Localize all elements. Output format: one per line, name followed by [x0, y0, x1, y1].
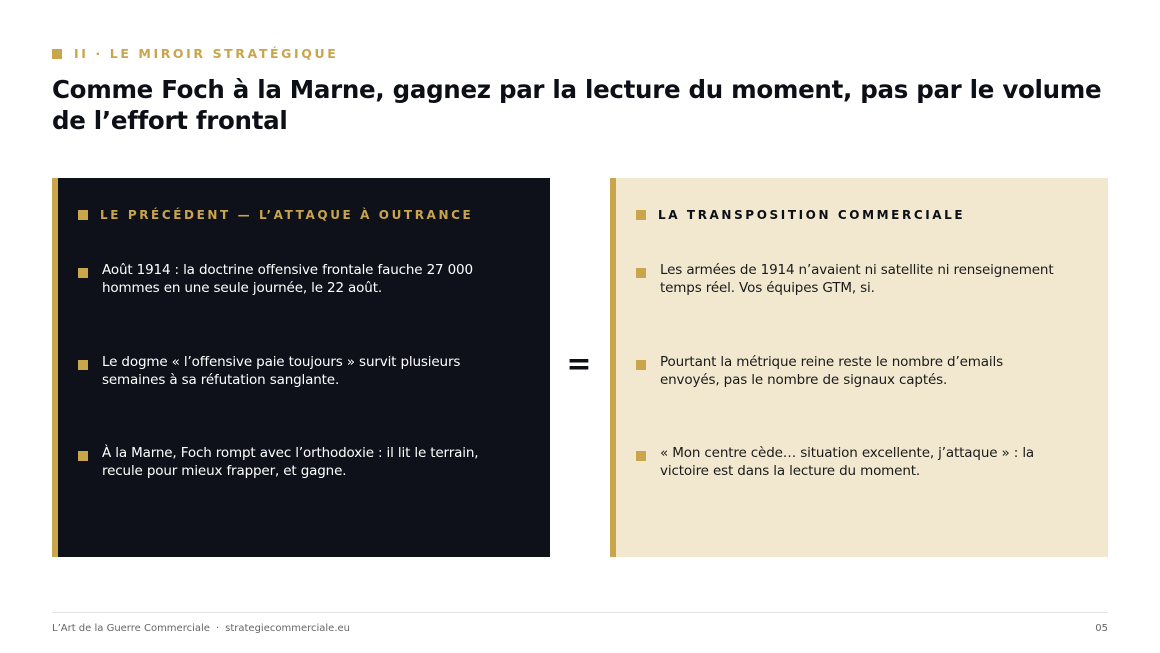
- transposition-panel-heading: LA TRANSPOSITION COMMERCIALE: [658, 208, 966, 222]
- kicker-label: II · LE MIROIR STRATÉGIQUE: [74, 46, 339, 61]
- bullet-text: À la Marne, Foch rompt avec l’orthodoxie : il lit le terrain, recule pour mieux frapper, et gagne.: [102, 445, 479, 479]
- bullet-square-icon: [636, 268, 646, 278]
- bullet-square-icon: [78, 268, 88, 278]
- header-square-icon: [78, 210, 88, 220]
- footer-separator: ·: [215, 623, 220, 634]
- footer-site-link[interactable]: strategiecommerciale.eu: [225, 623, 350, 634]
- section-kicker: [52, 46, 338, 61]
- list-item: [636, 354, 1056, 389]
- list-item: [78, 354, 498, 389]
- precedent-panel: [52, 178, 550, 557]
- bullet-square-icon: [636, 360, 646, 370]
- bullet-text: Août 1914 : la doctrine offensive frontale fauche 27 000 hommes en une seule journée, le 22 août.: [102, 262, 473, 296]
- footer-credits: [52, 623, 350, 634]
- footer-brand: L’Art de la Guerre Commerciale: [52, 623, 210, 634]
- bullet-text: Pourtant la métrique reine reste le nombre d’emails envoyés, pas le nombre de signaux captés.: [660, 354, 1003, 388]
- footer-divider: [52, 612, 1108, 613]
- equals-icon: =: [566, 347, 592, 382]
- list-item: [78, 445, 498, 480]
- kicker-square-icon: [52, 49, 62, 59]
- transposition-panel: [610, 178, 1108, 557]
- precedent-panel-heading: LE PRÉCÉDENT — L’ATTAQUE À OUTRANCE: [100, 208, 474, 222]
- bullet-text: « Mon centre cède… situation excellente, j’attaque » : la victoire est dans la lecture du moment.: [660, 445, 1035, 479]
- list-item: [636, 262, 1056, 297]
- bullet-text: Les armées de 1914 n’avaient ni satellite ni renseignement temps réel. Vos équipes GTM, si.: [660, 262, 1054, 296]
- slide-title: Comme Foch à la Marne, gagnez par la lecture du moment, pas par le volume de l’effort frontal: [52, 75, 1102, 135]
- header-square-icon: [636, 210, 646, 220]
- precedent-panel-header: [78, 208, 473, 222]
- bullet-text: Le dogme « l’offensive paie toujours » survit plusieurs semaines à sa réfutation sanglante.: [102, 354, 461, 388]
- bullet-square-icon: [78, 451, 88, 461]
- bullet-square-icon: [78, 360, 88, 370]
- bullet-square-icon: [636, 451, 646, 461]
- transposition-panel-header: [636, 208, 965, 222]
- list-item: [636, 445, 1056, 480]
- page-number: 05: [1095, 623, 1108, 634]
- list-item: [78, 262, 498, 297]
